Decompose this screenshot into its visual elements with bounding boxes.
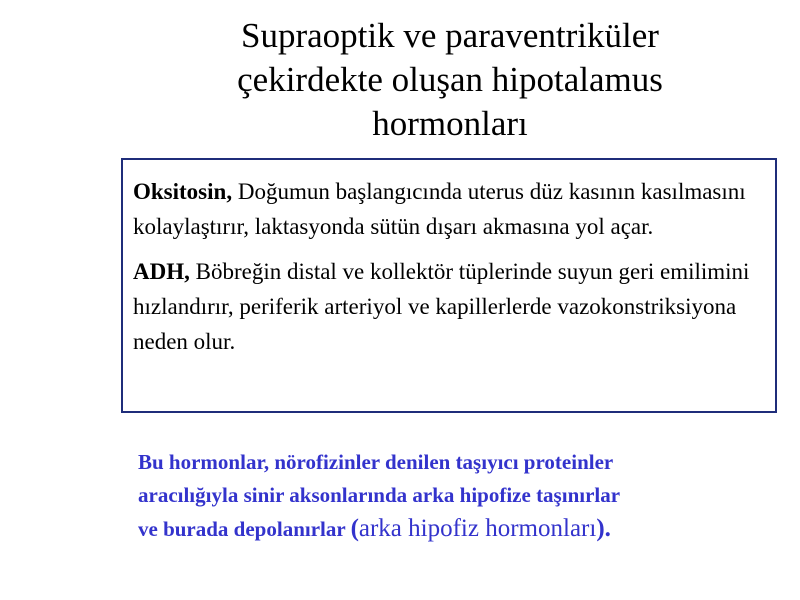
oxytocin-term: Oksitosin, <box>133 179 233 204</box>
adh-description: Böbreğin distal ve kollektör tüplerinde suyun geri emilimini hızlandırır, periferik arteriyol ve kapillerlerde vazokonstriksiyona neden olur. <box>133 259 750 354</box>
footnote-line-2: aracılığıyla sinir aksonlarında arka hipofize taşınırlar <box>138 483 621 507</box>
title-line-1: Supraoptik ve paraventriküler <box>241 16 659 55</box>
oxytocin-paragraph <box>133 174 769 244</box>
oxytocin-description: Doğumun başlangıcında uterus düz kasının kasılmasını kolaylaştırır, laktasyonda sütün dışarı akmasına yol açar. <box>133 179 746 239</box>
slide-title <box>200 14 700 146</box>
footnote-close: ). <box>596 515 611 542</box>
title-line-3: hormonları <box>372 104 528 143</box>
adh-paragraph <box>133 254 769 359</box>
footnote-highlight: arka hipofiz hormonları <box>358 515 597 542</box>
adh-term: ADH, <box>133 259 190 284</box>
footnote-open-paren: ( <box>350 515 359 542</box>
footnote-line-1: Bu hormonlar, nörofizinler denilen taşıyıcı proteinler <box>138 450 614 474</box>
hormone-info-box <box>121 158 777 413</box>
footnote-line-3: ve burada depolanırlar <box>138 517 346 541</box>
transport-footnote <box>138 446 778 546</box>
title-line-2: çekirdekte oluşan hipotalamus <box>237 60 663 99</box>
